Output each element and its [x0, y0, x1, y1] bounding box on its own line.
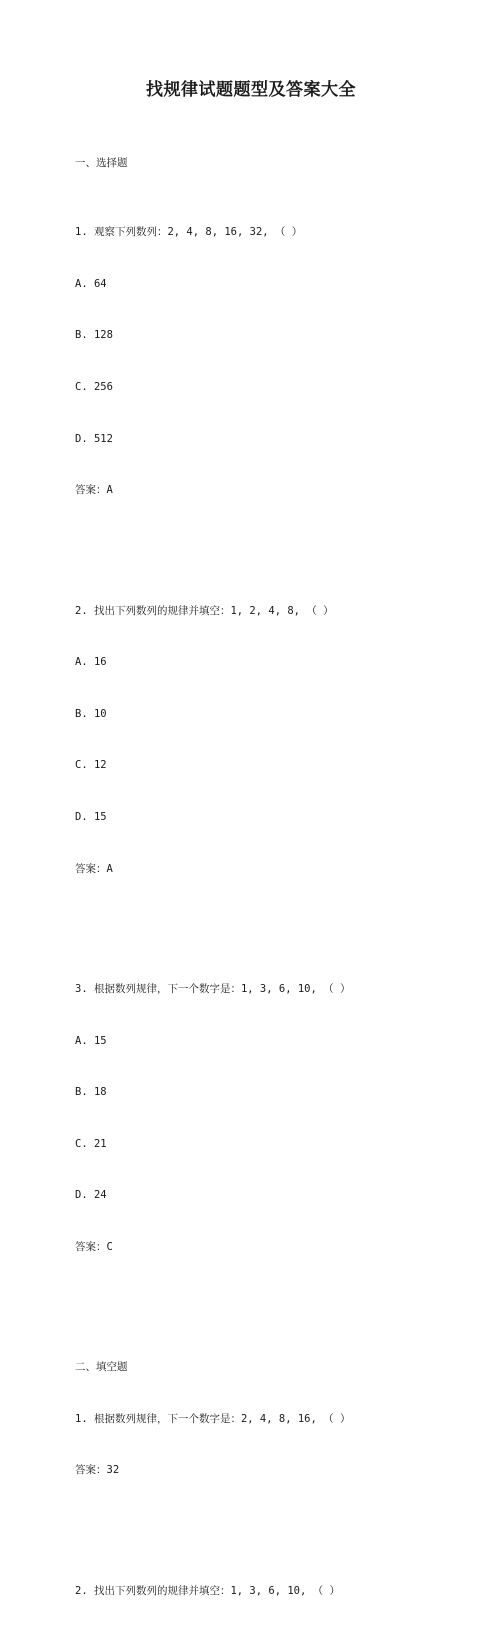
- option-c: C. 12: [75, 759, 107, 772]
- section-heading: 一、选择题: [75, 157, 128, 170]
- answer-text: 答案：32: [75, 1464, 120, 1477]
- blank-line: [75, 534, 475, 551]
- answer-text: 答案：A: [75, 484, 113, 497]
- option-a: A. 16: [75, 656, 107, 669]
- question-stem: 1. 观察下列数列：2, 4, 8, 16, 32, （ ）: [75, 226, 303, 239]
- document-body: [75, 121, 475, 1634]
- option-c: C. 21: [75, 1137, 107, 1150]
- blank-line: [75, 1290, 475, 1307]
- answer-text: 答案：C: [75, 1240, 113, 1253]
- page-title: 找规律试题题型及答案大全: [146, 80, 356, 100]
- section-heading: 二、填空题: [75, 1361, 128, 1374]
- question-stem: 3. 根据数列规律，下一个数字是：1, 3, 6, 10, （ ）: [75, 982, 351, 995]
- option-a: A. 15: [75, 1034, 107, 1047]
- option-c: C. 256: [75, 380, 113, 393]
- option-b: B. 128: [75, 329, 113, 342]
- option-b: B. 10: [75, 707, 107, 720]
- option-a: A. 64: [75, 277, 107, 290]
- option-d: D. 15: [75, 810, 107, 823]
- question-stem: 2. 找出下列数列的规律并填空：1, 3, 6, 10, （ ）: [75, 1584, 340, 1597]
- question-stem: 1. 根据数列规律，下一个数字是：2, 4, 8, 16, （ ）: [75, 1412, 351, 1425]
- question-stem: 2. 找出下列数列的规律并填空：1, 2, 4, 8, （ ）: [75, 604, 334, 617]
- option-b: B. 18: [75, 1086, 107, 1099]
- answer-text: 答案：A: [75, 862, 113, 875]
- blank-line: [75, 912, 475, 929]
- option-d: D. 512: [75, 432, 113, 445]
- option-d: D. 24: [75, 1189, 107, 1202]
- blank-line: [75, 1514, 475, 1531]
